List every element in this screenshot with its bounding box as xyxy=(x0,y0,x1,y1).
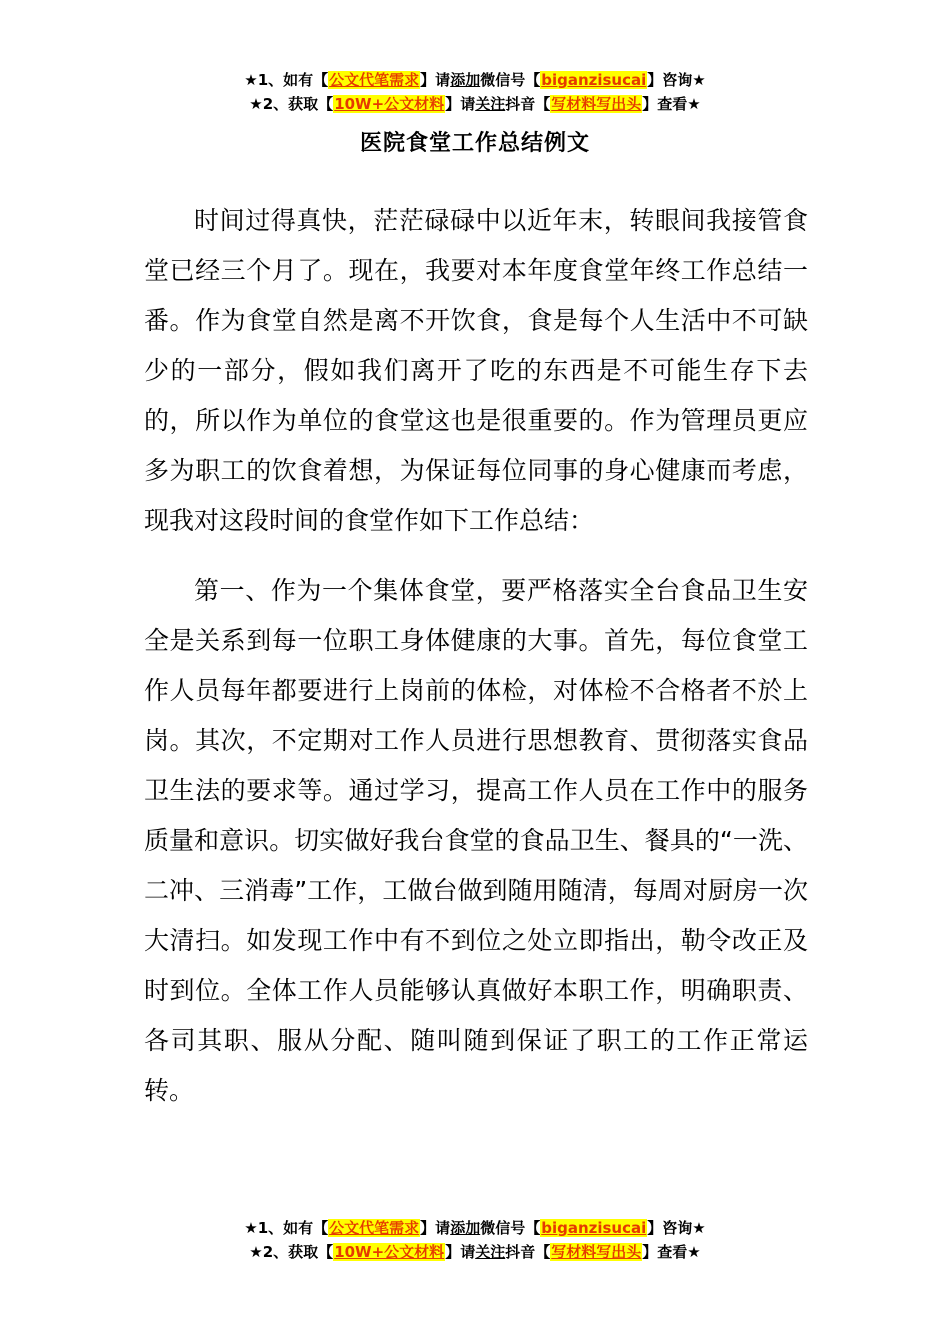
promo-header xyxy=(0,68,950,116)
document-title: 医院食堂工作总结例文 xyxy=(359,131,590,156)
promo-text: 】请 xyxy=(420,1219,451,1237)
promo-highlight-materials[interactable]: 10W+公文材料 xyxy=(334,95,445,113)
promo-highlight-service[interactable]: 公文代笔需求 xyxy=(329,1219,420,1237)
promo-line-2 xyxy=(0,92,950,116)
paragraph-intro: 时间过得真快，茫茫碌碌中以近年末，转眼间我接管食堂已经三个月了。现在，我要对本年度食堂年终工作总结一番。作为食堂自然是离不开饮食，食是每个人生活中不可缺少的一部分，假如我们离开了吃的东西是不可能生存下去的，所以作为单位的食堂这也是很重要的。作为管理员更应多为职工的饮食着想，为保证每位同事的身心健康而考虑，现我对这段时间的食堂作如下工作总结： xyxy=(144,206,808,535)
promo-underlined-text: 添加 xyxy=(450,71,481,89)
promo-text: 】请 xyxy=(445,95,476,113)
promo-underlined-text: 关注 xyxy=(475,1243,506,1261)
promo-text: 】咨询★ xyxy=(647,71,706,89)
promo-text: 】查看★ xyxy=(642,1243,701,1261)
promo-highlight-wechat-id[interactable]: biganzisucai xyxy=(541,1219,647,1237)
promo-footer xyxy=(0,1216,950,1264)
promo-line-2 xyxy=(0,1240,950,1264)
promo-text: 】查看★ xyxy=(642,95,701,113)
promo-text: 微信号【 xyxy=(480,71,541,89)
document-body xyxy=(144,196,808,1116)
promo-highlight-douyin-id[interactable]: 写材料写出头 xyxy=(551,95,642,113)
promo-text: ★2、获取【 xyxy=(249,1243,334,1261)
promo-highlight-service[interactable]: 公文代笔需求 xyxy=(329,71,420,89)
promo-text: ★1、如有【 xyxy=(244,1219,329,1237)
promo-highlight-materials[interactable]: 10W+公文材料 xyxy=(334,1243,445,1261)
promo-text: 】咨询★ xyxy=(647,1219,706,1237)
paragraph-first-point: 第一、作为一个集体食堂，要严格落实全台食品卫生安全是关系到每一位职工身体健康的大事。首先，每位食堂工作人员每年都要进行上岗前的体检，对体检不合格者不於上岗。其次，不定期对工作人员进行思想教育、贯彻落实食品卫生法的要求等。通过学习，提高工作人员在工作中的服务质量和意识。切实做好我台食堂的食品卫生、餐具的“一洗、二冲、三消毒”工作，工做台做到随用随清，每周对厨房一次大清扫。如发现工作中有不到位之处立即指出，勒令改正及时到位。全体工作人员能够认真做好本职工作，明确职责、各司其职、服从分配、随叫随到保证了职工的工作正常运转。 xyxy=(144,576,808,1105)
promo-highlight-douyin-id[interactable]: 写材料写出头 xyxy=(551,1243,642,1261)
promo-line-1 xyxy=(0,68,950,92)
promo-highlight-wechat-id[interactable]: biganzisucai xyxy=(541,71,647,89)
promo-text: 微信号【 xyxy=(480,1219,541,1237)
promo-underlined-text: 关注 xyxy=(475,95,506,113)
promo-text: 】请 xyxy=(445,1243,476,1261)
promo-text: 】请 xyxy=(420,71,451,89)
promo-line-1 xyxy=(0,1216,950,1240)
promo-underlined-text: 添加 xyxy=(450,1219,481,1237)
promo-text: 抖音【 xyxy=(505,95,551,113)
promo-text: ★2、获取【 xyxy=(249,95,334,113)
promo-text: ★1、如有【 xyxy=(244,71,329,89)
promo-text: 抖音【 xyxy=(505,1243,551,1261)
